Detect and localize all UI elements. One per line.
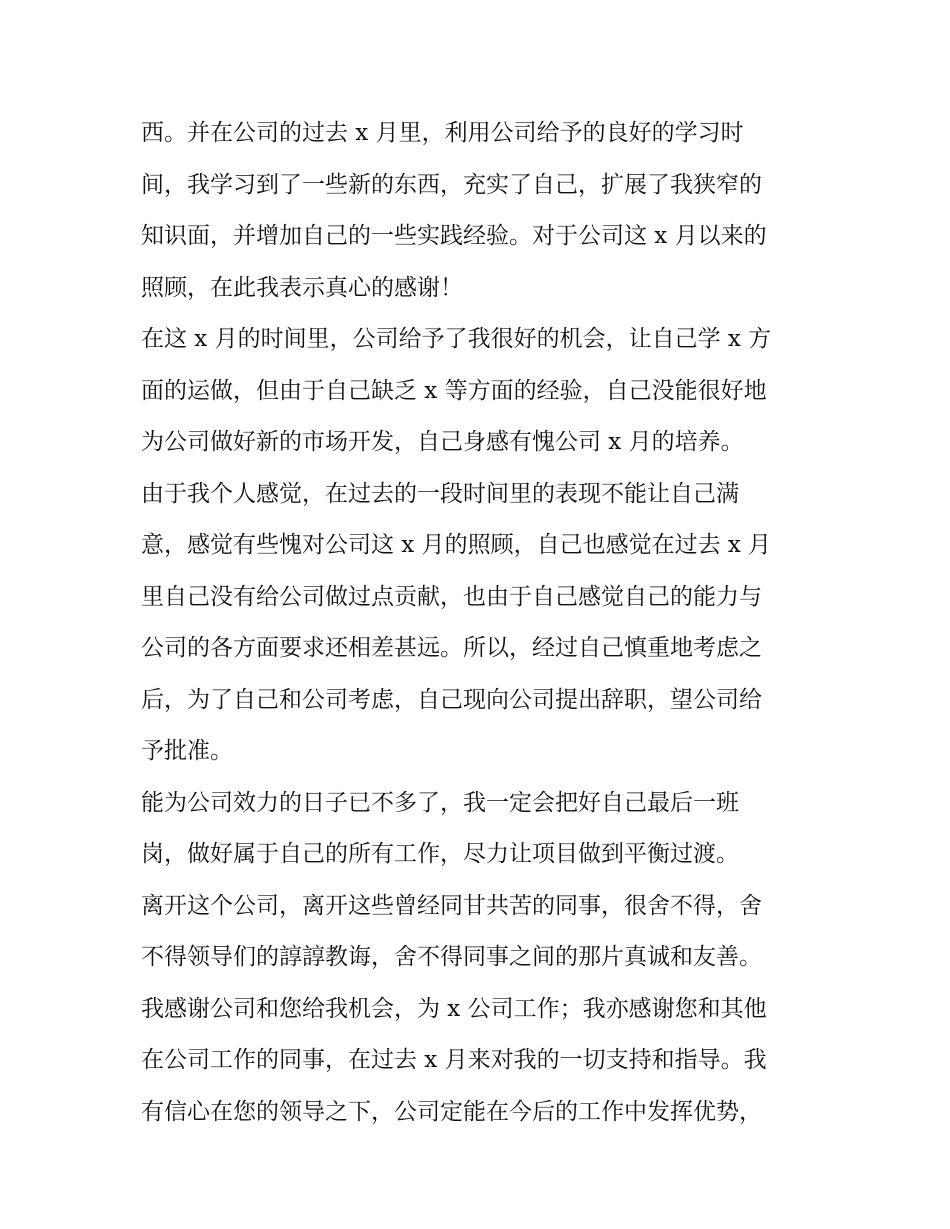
text-line: 知识面，并增加自己的一些实践经验。对于公司这 x 月以来的 [141, 223, 767, 249]
text-line: 里自己没有给公司做过点贡献，也由于自己感觉自己的能力与 [141, 583, 762, 610]
text-line: 不得领导们的諄諄教诲，舍不得同事之间的那片真诚和友善。 [141, 944, 762, 970]
text-line: 间，我学习到了一些新的东西，充实了自己，扩展了我狭窄的 [141, 171, 762, 198]
text-line: 岗，做好属于自己的所有工作，尽力让项目做到平衡过渡。 [141, 841, 739, 867]
text-line: 由于我个人感觉，在过去的一段时间里的表现不能让自己满 [141, 480, 739, 507]
text-line: 我感谢公司和您给我机会，为 x 公司工作；我亦感谢您和其他 [141, 995, 767, 1022]
text-line: 西。并在公司的过去 x 月里，利用公司给予的良好的学习时 [141, 120, 744, 146]
text-line: 有信心在您的领导之下，公司定能在今后的工作中发挥优势， [141, 1098, 762, 1125]
text-line: 在公司工作的同事，在过去 x 月来对我的一切支持和指导。我 [141, 1047, 767, 1073]
text-line: 离开这个公司，离开这些曾经同甘共苦的同事，很舍不得，舍 [141, 892, 762, 919]
text-line: 照顾，在此我表示真心的感谢！ [141, 274, 463, 301]
text-line: 后，为了自己和公司考虑，自己现向公司提出辞职，望公司给 [141, 686, 762, 713]
text-line: 予批准。 [141, 738, 233, 764]
text-line: 公司的各方面要求还相差甚远。所以，经过自己慎重地考虑之 [141, 635, 762, 661]
text-line: 面的运做，但由于自己缺乏 x 等方面的经验，自己没能很好地 [141, 377, 767, 404]
text-line: 在这 x 月的时间里，公司给予了我很好的机会，让自己学 x 方 [141, 326, 772, 352]
text-line: 能为公司效力的日子已不多了，我一定会把好自己最后一班 [141, 789, 739, 816]
text-line: 意，感觉有些愧对公司这 x 月的照顾，自己也感觉在过去 x 月 [141, 532, 772, 558]
text-line: 为公司做好新的市场开发，自己身感有愧公司 x 月的培养。 [141, 429, 744, 455]
letter-body [141, 108, 821, 1138]
